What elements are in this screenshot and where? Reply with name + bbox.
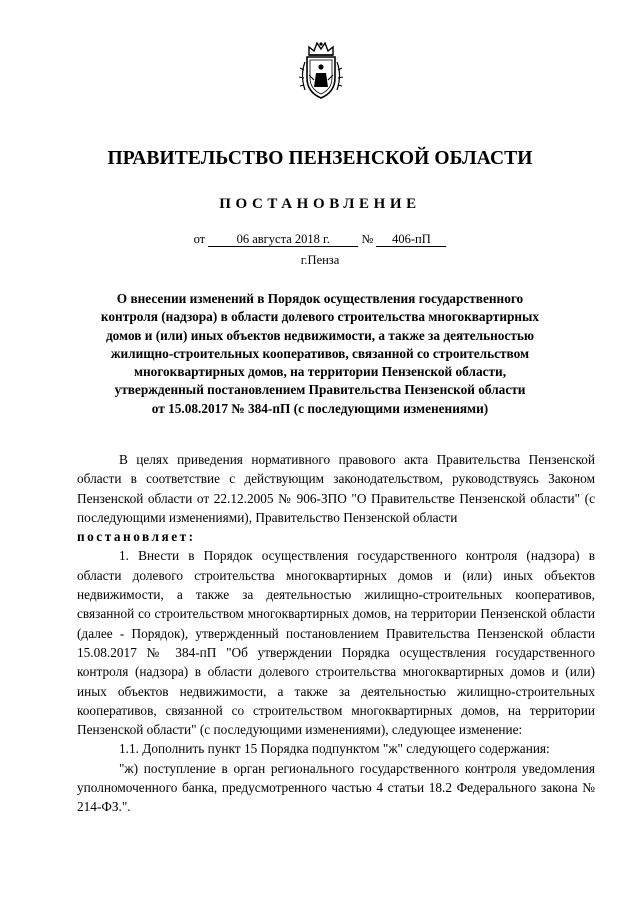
document-body <box>77 450 595 817</box>
item-1-1-paragraph: 1.1. Дополнить пункт 15 Порядка подпунктом "ж" следующего содержания: <box>119 741 550 757</box>
issuing-authority: ПРАВИТЕЛЬСТВО ПЕНЗЕНСКОЙ ОБЛАСТИ <box>107 148 533 169</box>
title-line: утвержденный постановлением Правительства Пензенской области <box>114 382 526 398</box>
document-type: ПОСТАНОВЛЕНИЕ <box>219 196 421 212</box>
title-line: О внесении изменений в Порядок осуществления государственного <box>116 291 524 306</box>
date-prefix: от <box>193 232 206 246</box>
document-date: 06 августа 2018 г. <box>208 232 358 247</box>
title-line: домов и (или) иных объектов недвижимости, а также за деятельностью <box>105 327 535 343</box>
decree-word: постановляет: <box>77 529 196 545</box>
document-number: 406-пП <box>376 232 446 247</box>
preamble-paragraph <box>77 450 595 546</box>
date-number-line <box>0 231 640 247</box>
preamble-text: В целях приведения нормативного правового акта Правительства Пензенской области в соответствие с действующим законодательством, руководствуясь Законом Пензенской области от 22.12.2005 № 906-ЗПО "О Правительстве Пензенской области" (с последующими изменениями), Правительство Пензенской области <box>77 452 595 525</box>
title-line: жилищно-строительных кооперативов, связанной со строительством <box>110 345 530 361</box>
quoted-amendment-paragraph: "ж) поступление в орган регионального государственного контроля уведомления уполномоченного банка, предусмотренного частью 4 статьи 18.2 Федерального закона № 214-ФЗ.". <box>77 760 595 815</box>
coat-of-arms-emblem <box>296 40 346 102</box>
title-line: от 15.08.2017 № 384-пП (с последующими изменениями) <box>151 400 489 416</box>
title-line: контроля (надзора) в области долевого строительства многоквартирных <box>100 309 540 325</box>
number-sign: № <box>361 232 374 246</box>
title-line: многоквартирных домов, на территории Пензенской области, <box>133 364 507 380</box>
document-title <box>90 290 550 418</box>
item-1-paragraph: 1. Внести в Порядок осуществления государственного контроля (надзора) в области долевого строительства многоквартирных домов и (или) иных объектов недвижимости, а также за деятельностью жилищно-строительных кооперативов, связанной со строительством многоквартирных домов, на территории Пензенской области (далее - Порядок), утвержденный постановлением Правительства Пензенской области 15.08.2017 № 384-пП "Об утверждении Порядка осуществления государственного контроля (надзора) в области долевого строительства многоквартирных домов и (или) иных объектов недвижимости, а также за деятельностью жилищно-строительных кооперативов, связанной со строительством многоквартирных домов, на территории Пензенской области" (с последующими изменениями), следующее изменение: <box>77 548 595 738</box>
city-name: г.Пенза <box>300 253 340 267</box>
